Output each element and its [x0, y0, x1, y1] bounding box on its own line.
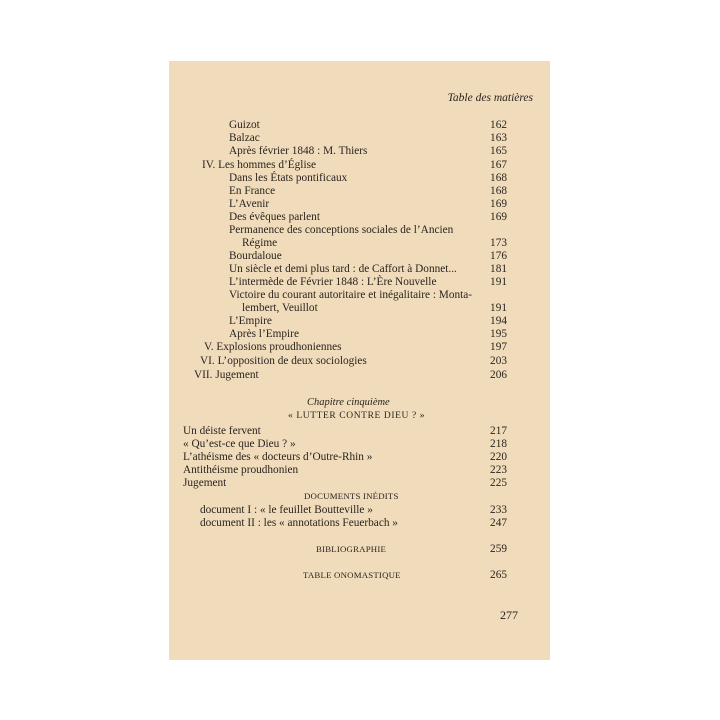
toc-entry-page: 191	[490, 276, 507, 288]
toc-entry	[0, 464, 720, 477]
toc-entry-page: 220	[490, 451, 507, 463]
toc-entry	[0, 224, 720, 237]
toc-entry-title: L’Empire	[229, 315, 272, 327]
toc-entry-title: document II : les « annotations Feuerbach »	[200, 517, 398, 529]
toc-entry-title: Après février 1848 : M. Thiers	[229, 145, 368, 157]
toc-entry-title: Des évêques parlent	[229, 211, 320, 223]
toc-entry	[0, 289, 720, 302]
toc-entry-page: 168	[490, 172, 507, 184]
toc-entry-page: 176	[490, 250, 507, 262]
toc-entry-page: 194	[490, 315, 507, 327]
toc-entry-title: Permanence des conceptions sociales de l’Ancien	[229, 224, 454, 236]
toc-entry-page: 195	[490, 328, 507, 340]
toc-entry-title: Dans les États pontificaux	[229, 172, 348, 184]
toc-entry	[0, 315, 720, 328]
toc-entry-page: 165	[490, 145, 507, 157]
toc-entry	[0, 145, 720, 158]
toc-entry-bibliographie	[0, 543, 720, 556]
toc-entry-title: Après l’Empire	[229, 328, 299, 340]
toc-entry-title: VI. L’opposition de deux sociologies	[200, 355, 367, 367]
toc-entry-page: 247	[490, 517, 507, 529]
running-head: Table des matières	[447, 92, 533, 104]
toc-entry-page: 233	[490, 504, 507, 516]
toc-entry	[0, 517, 720, 530]
toc-entry-title: En France	[229, 185, 276, 197]
toc-entry-title: V. Explosions proudhoniennes	[204, 341, 342, 353]
toc-entry	[0, 341, 720, 354]
toc-entry	[0, 159, 720, 172]
toc-entry-title: « Qu’est-ce que Dieu ? »	[183, 438, 296, 450]
chapter-label: Chapitre cinquième	[307, 397, 390, 408]
toc-entry-title: lembert, Veuillot	[242, 302, 318, 314]
toc-entry-title: Jugement	[183, 477, 227, 489]
toc-entry	[0, 132, 720, 145]
toc-entry-title: Victoire du courant autoritaire et inégalitaire : Monta-	[229, 289, 473, 301]
page-number: 277	[500, 608, 518, 622]
toc-entry	[0, 425, 720, 438]
toc-entry-title: Un siècle et demi plus tard : de Caffort à Donnet...	[229, 263, 457, 275]
toc-entry	[0, 185, 720, 198]
toc-entry-title: Régime	[242, 237, 278, 249]
toc-entry	[0, 369, 720, 382]
toc-entry-page: 218	[490, 438, 507, 450]
toc-entry-page: 223	[490, 464, 507, 476]
toc-entry	[0, 302, 720, 315]
toc-entry-page: 206	[490, 369, 507, 381]
toc-entry	[0, 328, 720, 341]
toc-entry	[0, 438, 720, 451]
toc-entry-title: VII. Jugement	[194, 369, 259, 381]
toc-entry-page: 259	[490, 543, 507, 555]
toc-entry-title: L’athéisme des « docteurs d’Outre-Rhin »	[183, 451, 373, 463]
documents-heading: DOCUMENTS INÉDITS	[304, 491, 399, 501]
toc-entry	[0, 477, 720, 490]
toc-entry	[0, 172, 720, 185]
toc-entry-page: 191	[490, 302, 507, 314]
toc-entry-title: Balzac	[229, 132, 260, 144]
toc-entry	[0, 263, 720, 276]
toc-entry-page: 168	[490, 185, 507, 197]
toc-entry	[0, 119, 720, 132]
toc-entry	[0, 451, 720, 464]
toc-entry-page: 217	[490, 425, 507, 437]
toc-entry-page: 163	[490, 132, 507, 144]
toc-entry-page: 169	[490, 198, 507, 210]
toc-entry	[0, 198, 720, 211]
toc-entry	[0, 276, 720, 289]
toc-entry-title: L’intermède de Février 1848 : L’Ère Nouvelle	[229, 276, 437, 288]
chapter-title: « LUTTER CONTRE DIEU ? »	[288, 411, 426, 421]
toc-entry-title: Antithéisme proudhonien	[183, 464, 299, 476]
toc-entry-title: document I : « le feuillet Boutteville »	[200, 504, 373, 516]
toc-entry-page: 167	[490, 159, 507, 171]
toc-entry-title: Bourdaloue	[229, 250, 282, 262]
toc-entry-title: Un déiste fervent	[183, 425, 261, 437]
toc-entry	[0, 211, 720, 224]
toc-entry	[0, 237, 720, 250]
toc-entry-page: 162	[490, 119, 507, 131]
toc-entry	[0, 504, 720, 517]
toc-entry-page: 181	[490, 263, 507, 275]
toc-entry-title: Guizot	[229, 119, 260, 131]
toc-entry-page: 225	[490, 477, 507, 489]
toc-entry	[0, 355, 720, 368]
toc-entry-title: L’Avenir	[229, 198, 270, 210]
toc-entry-page: 169	[490, 211, 507, 223]
toc-entry	[0, 250, 720, 263]
toc-entry-title: BIBLIOGRAPHIE	[316, 544, 387, 554]
toc-entry-page: 173	[490, 237, 507, 249]
toc-entry-title: IV. Les hommes d’Église	[202, 159, 316, 171]
toc-entry-page: 203	[490, 355, 507, 367]
toc-entry-title: TABLE ONOMASTIQUE	[303, 570, 401, 580]
toc-entry-table-onomastique	[0, 569, 720, 582]
toc-entry-page: 265	[490, 569, 507, 581]
toc-entry-page: 197	[490, 341, 507, 353]
